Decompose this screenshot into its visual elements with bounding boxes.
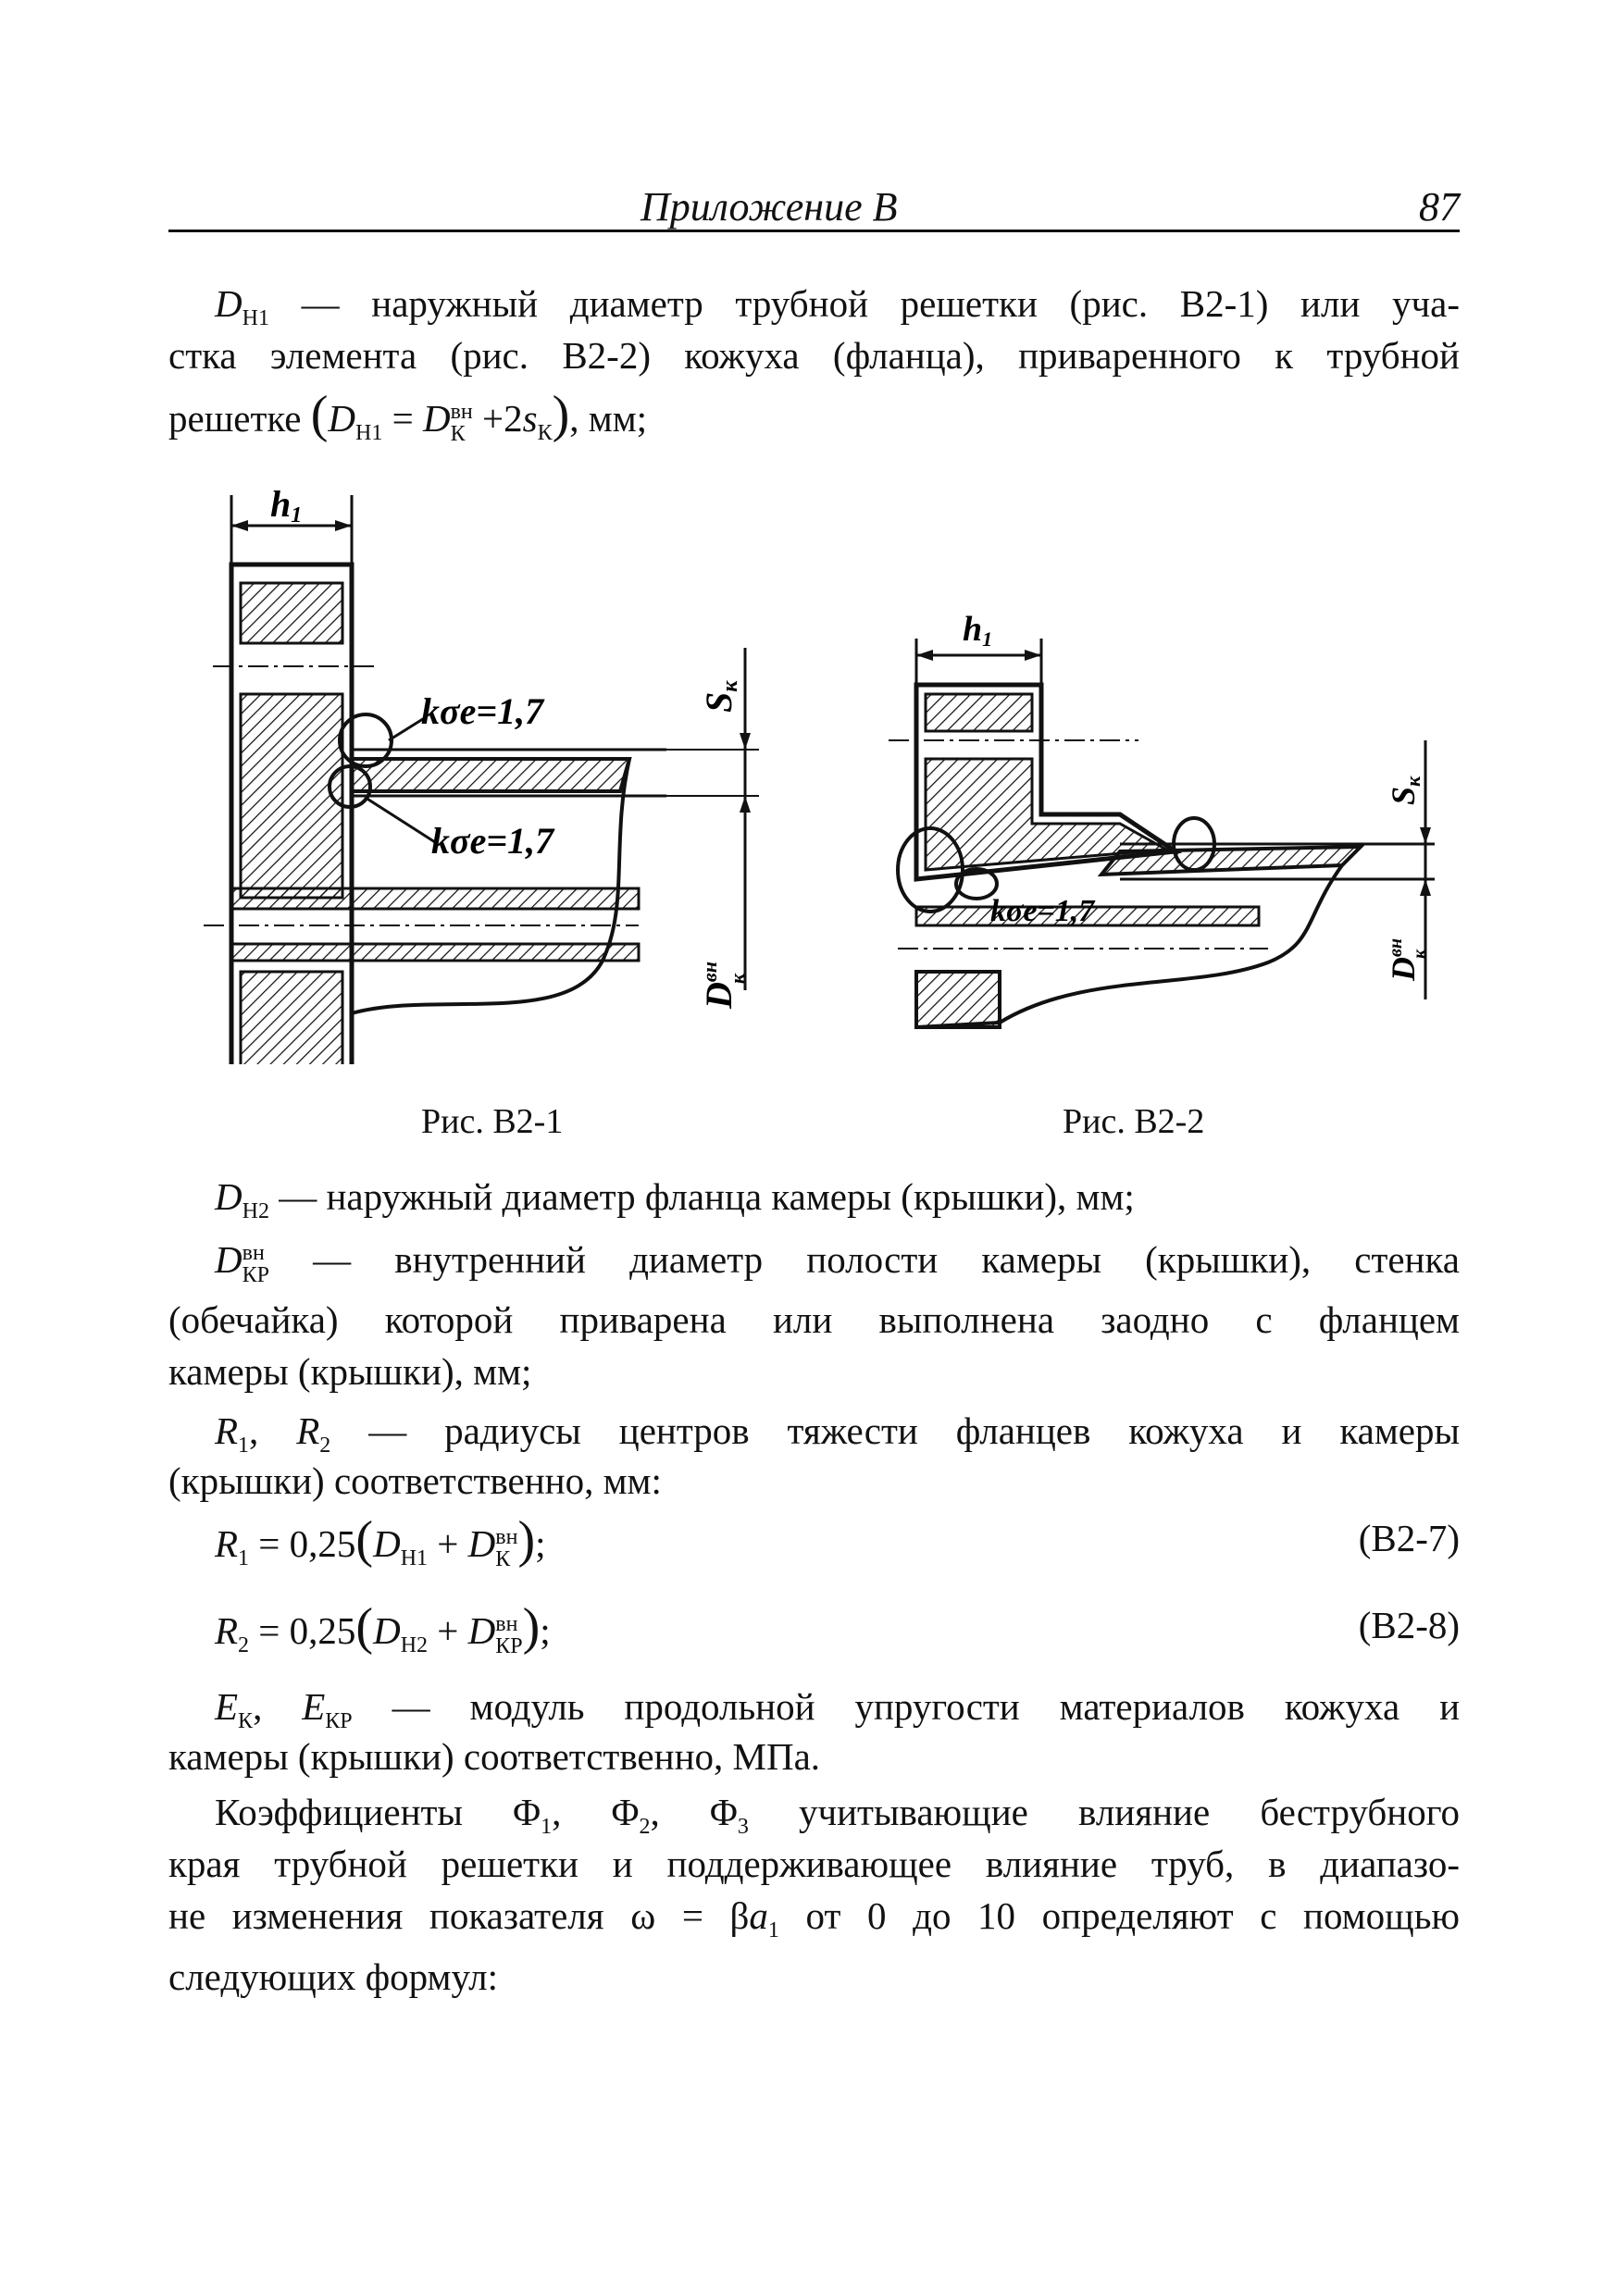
para6-line2: края трубной решетки и поддерживающее влияние труб, в диапазо- [168, 1843, 1460, 1885]
fig2-h-label: h1 [963, 610, 993, 651]
figure-b2-2 [879, 602, 1453, 1064]
fig2-s-label: Sк [1385, 776, 1424, 805]
para3-line1: Dвн КР — внутренний диаметр полости камеры (крышки), стенка [215, 1238, 1460, 1287]
para4-line1: $R_1$, $R_2$ — радиусы центров тяжести фланцев кожуха и камеры [215, 1409, 1461, 1458]
para6-line4: следующих формул: [168, 1955, 499, 1998]
equation-number-b2-8: (В2-8) [1358, 1604, 1460, 1646]
running-header [168, 183, 1460, 232]
equation-b2-8: $R_2 = 0,25(D_{Н2}$ + Dвн КР); [215, 1598, 551, 1658]
equation-b2-7: $R_1 = 0,25(D_{Н1}$ + Dвн К ); [215, 1511, 546, 1571]
para1-line2: стка элемента (рис. В2-2) кожуха (фланца), приваренного к трубной [168, 334, 1460, 377]
fig2-d-label: $D^{вн}$ к [1385, 937, 1430, 981]
para5-line2: камеры (крышки) соответственно, МПа. [168, 1735, 821, 1778]
fig1-caption: Рис. В2-1 [421, 1102, 564, 1141]
para4-line2: (крышки) соответственно, мм: [168, 1459, 662, 1502]
fig1-k-label-1: kσe=1,7 [421, 690, 544, 732]
para1-line1: $D_{Н1}$ — наружный диаметр трубной решетки (рис. В2-1) или уча- [215, 282, 1461, 331]
para6-line3: не изменения показателя $\omega = \beta a_1$ от 0 до 10 определяют с помощью [168, 1894, 1461, 1943]
para6-line1: Коэффициенты $\Phi_1$, $\Phi_2$, $\Phi_3$ учитывающие влияние беструбного [215, 1791, 1460, 1840]
para1-line3: решетке ($D_{Н1}$ = Dвн $К +2s_К$), мм; [168, 386, 648, 446]
figure-b2-1 [194, 472, 787, 1064]
para5-line1: $E_К$, $E_{КР}$ — модуль продольной упругости материалов кожуха и [215, 1685, 1461, 1734]
fig2-caption: Рис. В2-2 [1063, 1102, 1205, 1141]
fig1-k-label-2: kσe=1,7 [431, 820, 554, 862]
fig2-k-label: kσe=1,7 [990, 894, 1095, 928]
para3-line3: камеры (крышки), мм; [168, 1350, 532, 1393]
fig1-s-label: Sк [698, 680, 742, 713]
para2-line: $D_{Н2}$ — наружный диаметр фланца камеры (крышки), мм; [215, 1175, 1135, 1224]
header-title: Приложение В [641, 184, 898, 230]
para3-line2: (обечайка) которой приварена или выполнена заодно с фланцем [168, 1298, 1460, 1341]
page-number: 87 [1419, 184, 1460, 230]
equation-number-b2-7: (В2-7) [1358, 1517, 1460, 1559]
fig1-d-label: $D^{вн}$ к [698, 962, 749, 1009]
fig1-h-label: h1 [270, 483, 303, 527]
